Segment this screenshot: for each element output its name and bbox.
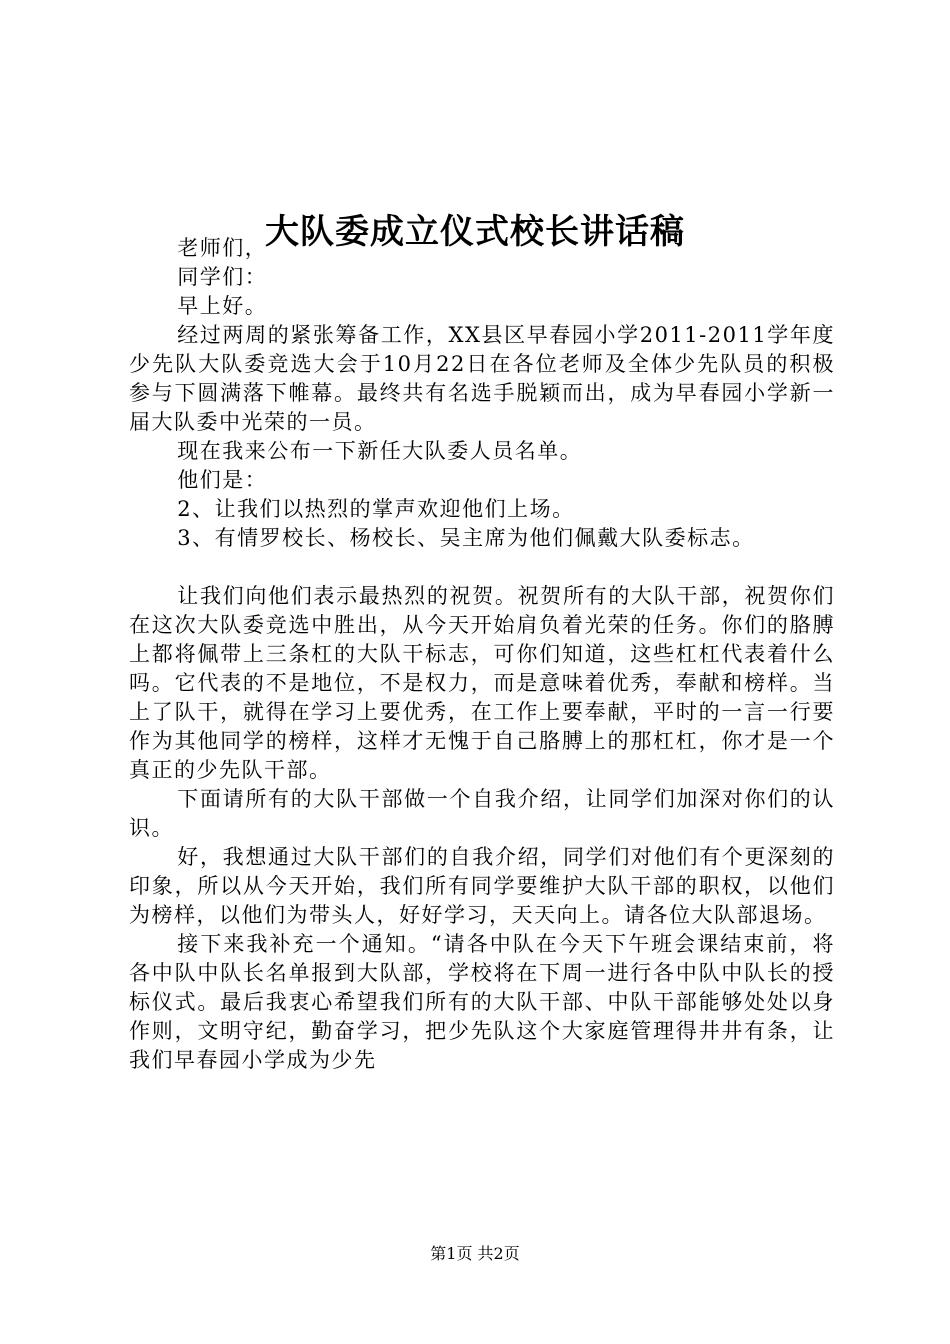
document-body [129, 234, 835, 1075]
paragraph-item-2: 2、让我们以热烈的掌声欢迎他们上场。 [177, 497, 575, 521]
paragraph-announce-list: 现在我来公布一下新任大队委人员名单。 [177, 439, 583, 463]
paragraph-they-are: 他们是： [177, 468, 268, 492]
paragraph-congratulations: 让我们向他们表示最热烈的祝贺。祝贺所有的大队干部，祝贺你们在这次大队委竞选中胜出，从今天开始肩负着光荣的任务。你们的胳膊上都将佩带上三条杠的大队干标志，可你们知道，这些杠杠代表着什么吗。它代表的不是地位，不是权力，而是意味着优秀，奉献和榜样。当上了队干，就得在学习上要优秀，在工作上要奉献，平时的一言一行要作为其他同学的榜样，这样才无愧于自己胳膊上的那杠杠，你才是一个真正的少先队干部。 [129, 584, 835, 782]
page-footer: 第1页 共2页 [430, 1244, 520, 1263]
greeting-students: 同学们： [177, 265, 268, 289]
greeting-teachers: 老师们， [177, 236, 268, 260]
paragraph-self-introduction: 下面请所有的大队干部做一个自我介绍，让同学们加深对你们的认识。 [129, 787, 835, 840]
paragraph-gap [129, 553, 835, 582]
document-title: 大队委成立仪式校长讲话稿 [265, 211, 685, 252]
paragraph-notice: 接下来我补充一个通知。“请各中队在今天下午班会课结束前，将各中队中队长名单报到大队部，学校将在下周一进行各中队中队长的授标仪式。最后我衷心希望我们所有的大队干部、中队干部能够处处以身作则，文明守纪，勤奋学习，把少先队这个大家庭管理得井井有条，让我们早春园小学成为少先 [129, 932, 835, 1072]
paragraph-election-summary: 经过两周的紧张筹备工作，XX县区早春园小学2011-2011学年度少先队大队委竞选大会于10月22日在各位老师及全体少先队员的积极参与下圆满落下帷幕。最终共有名选手脱颖而出，成为早春园小学新一届大队委中光荣的一员。 [129, 323, 835, 434]
greeting-morning: 早上好。 [177, 294, 268, 318]
paragraph-item-3: 3、有情罗校长、杨校长、吴主席为他们佩戴大队委标志。 [177, 526, 755, 550]
paragraph-role-model: 好，我想通过大队干部们的自我介绍，同学们对他们有个更深刻的印象，所以从今天开始，我们所有同学要维护大队干部的职权，以他们为榜样，以他们为带头人，好好学习，天天向上。请各位大队部退场。 [129, 845, 835, 927]
